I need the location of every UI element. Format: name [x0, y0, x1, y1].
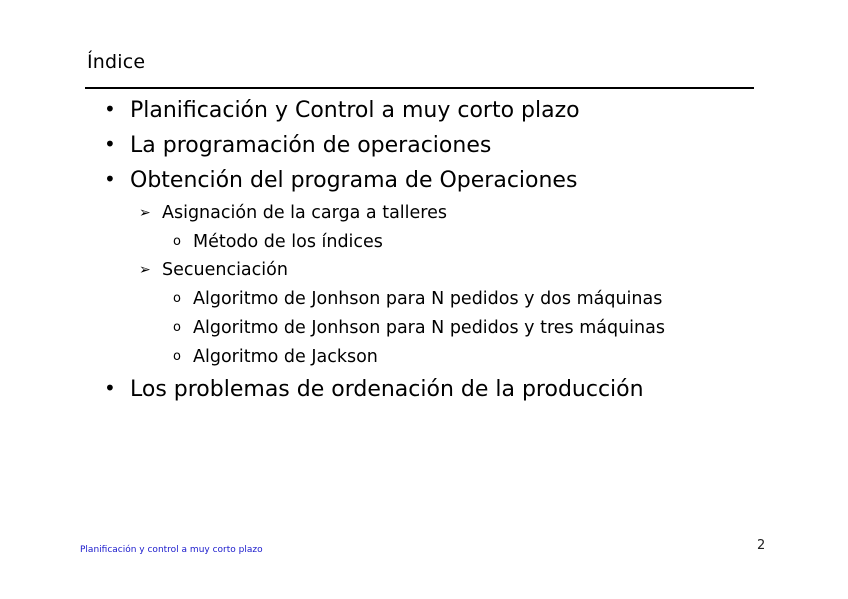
- arrow-bullet-icon: ➢: [139, 205, 151, 221]
- sub-sub-list-item-text: Algoritmo de Jonhson para N pedidos y dos máquinas: [193, 289, 663, 309]
- circle-bullet-icon: o: [173, 349, 181, 364]
- bullet-icon: •: [104, 376, 116, 400]
- sub-sub-list-item-text: Algoritmo de Jonhson para N pedidos y tres máquinas: [193, 318, 665, 338]
- title-divider: [85, 87, 754, 89]
- circle-bullet-icon: o: [173, 320, 181, 335]
- circle-bullet-icon: o: [173, 291, 181, 306]
- list-item-text: Los problemas de ordenación de la producción: [130, 377, 644, 402]
- circle-bullet-icon: o: [173, 234, 181, 249]
- arrow-bullet-icon: ➢: [139, 262, 151, 278]
- sub-list-item-text: Asignación de la carga a talleres: [162, 203, 447, 223]
- footer-title: Planificación y control a muy corto plazo: [80, 545, 263, 555]
- bullet-icon: •: [104, 97, 116, 121]
- slide-title: Índice: [87, 51, 146, 73]
- list-item-text: Obtención del programa de Operaciones: [130, 168, 578, 193]
- sub-sub-list-item-text: Algoritmo de Jackson: [193, 347, 378, 367]
- sub-sub-list-item-text: Método de los índices: [193, 232, 383, 252]
- list-item-text: La programación de operaciones: [130, 133, 492, 158]
- bullet-icon: •: [104, 167, 116, 191]
- sub-list-item-text: Secuenciación: [162, 260, 288, 280]
- page-number: 2: [757, 538, 766, 553]
- bullet-icon: •: [104, 132, 116, 156]
- list-item-text: Planificación y Control a muy corto plazo: [130, 98, 580, 123]
